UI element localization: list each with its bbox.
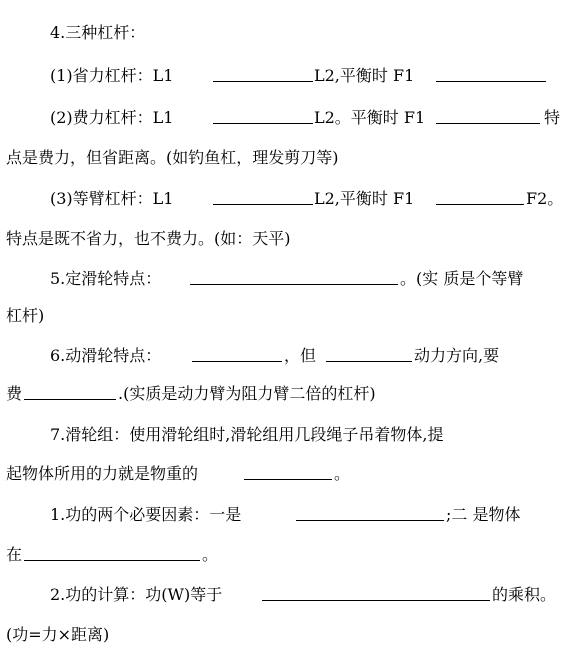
text: 特 [544,108,561,127]
blank-field[interactable] [244,463,332,480]
blank-field[interactable] [24,544,200,561]
blank-field[interactable] [192,345,282,362]
blank-field[interactable] [190,268,398,285]
text: ;二 是物体 [446,505,521,524]
text: 2.功的计算：功(W)等于 [50,585,223,604]
text: 费 [6,384,23,403]
text: .(实质是动力臂为阻力臂二倍的杠杆) [118,384,376,403]
text: (1)省力杠杆：L1 [50,66,174,85]
text: (功=力×距离) [6,625,110,644]
text: 杠杆) [6,306,45,325]
text: 。 [334,464,351,483]
text: 6.动滑轮特点： [50,346,162,365]
text: 起物体所用的力就是物重的 [6,464,199,483]
text: 特点是既不省力，也不费力。(如：天平) [6,229,291,248]
text: L2,平衡时 F1 [314,189,415,208]
text: L2,平衡时 F1 [314,66,415,85]
text: 的乘积。 [492,585,557,604]
blank-field[interactable] [436,107,540,124]
blank-field[interactable] [326,345,412,362]
text: L2。平衡时 F1 [314,108,426,127]
text: ，但 [284,346,317,365]
text: 动力方向,要 [414,346,500,365]
text: 5.定滑轮特点： [50,269,162,288]
text: 。 [202,545,219,564]
text: 1.功的两个必要因素：一是 [50,505,242,524]
text: F2。 [526,189,564,208]
text: (2)费力杠杆：L1 [50,108,174,127]
blank-field[interactable] [262,584,490,601]
blank-field[interactable] [436,65,546,82]
blank-field[interactable] [213,188,313,205]
text: 4.三种杠杆： [50,23,146,42]
text: 点是费力，但省距离。(如钓鱼杠，理发剪刀等) [6,148,339,167]
blank-field[interactable] [213,65,313,82]
text: (3)等臂杠杆：L1 [50,189,174,208]
blank-field[interactable] [436,188,524,205]
blank-field[interactable] [213,107,313,124]
blank-field[interactable] [24,383,116,400]
text: 。(实 质是个等臂 [400,269,524,288]
text: 7.滑轮组：使用滑轮组时,滑轮组用几段绳子吊着物体,提 [50,425,444,444]
text: 在 [6,545,23,564]
blank-field[interactable] [296,504,444,521]
